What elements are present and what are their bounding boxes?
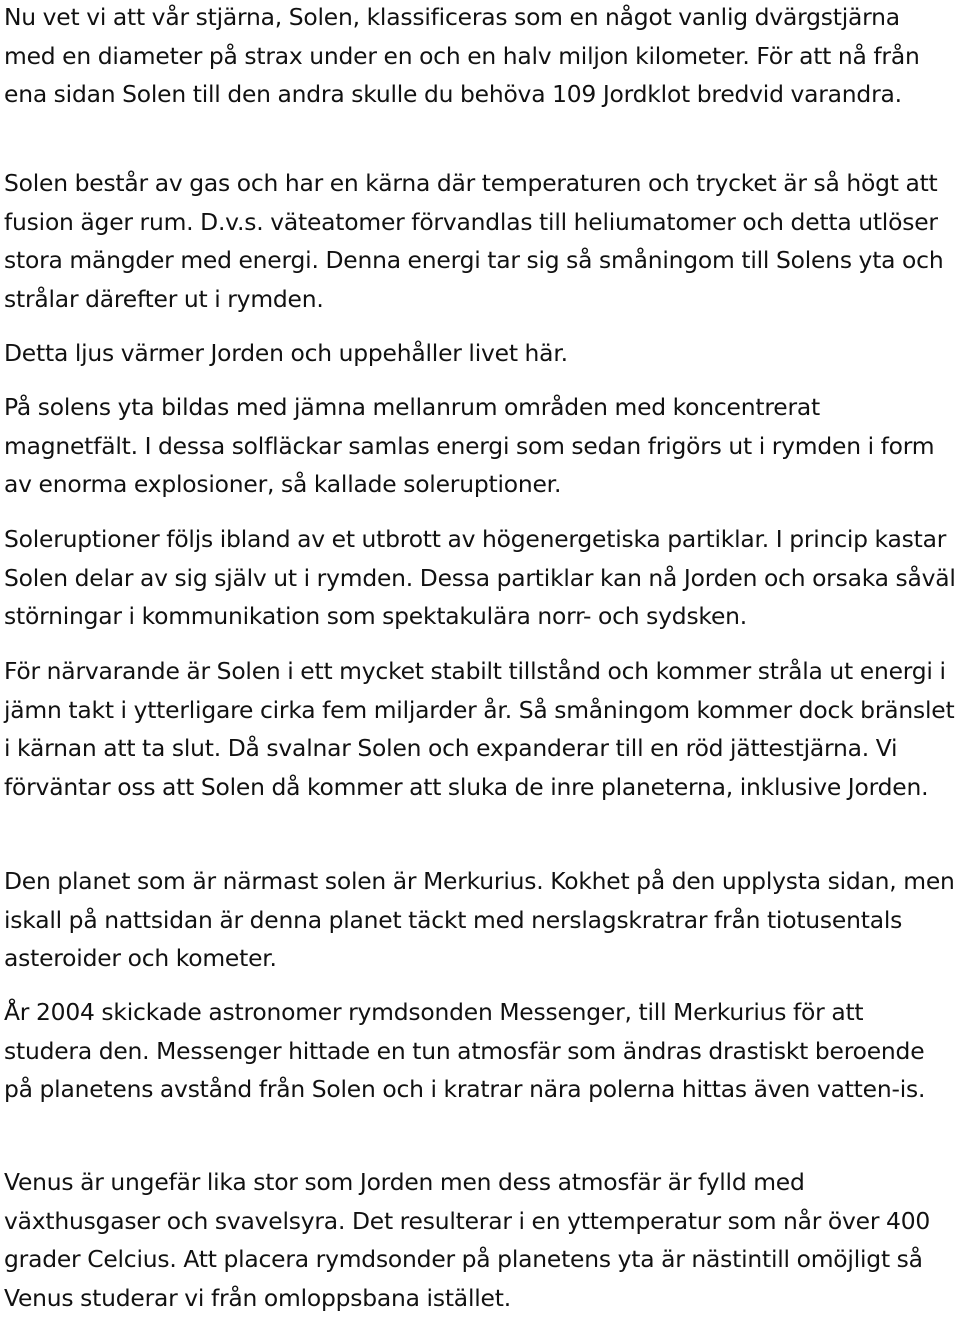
paragraph-messenger (4, 993, 956, 1109)
sentence: Vi förväntar oss att Solen då kommer att sluka de inre planeterna, inklusive Jorden. (4, 734, 929, 801)
sentence: Dessa partiklar kan nå Jorden och orsaka såväl störningar i kommunikation som spektakulära norr- och sydsken. (4, 563, 956, 631)
paragraph-solar-eruptions (4, 520, 956, 636)
sentence: Nu vet vi att vår stjärna, Solen, klassificeras som en något vanlig dvärgstjärna med en diameter på strax under en och en halv miljon kilometer. (4, 3, 900, 70)
sentence: Solen består av gas och har en kärna där temperaturen och trycket är så högt att fusion äger rum. D.v.s. väteatomer förvandlas till heliumatomer och detta utlöser stora mängder med energi. (4, 169, 938, 275)
sentence: Den planet som är närmast solen är Merkurius. (4, 867, 544, 895)
sentence: För att nå från ena sidan Solen till den andra skulle du behöva 109 Jordklot bredvid varandra. (4, 41, 920, 109)
paragraph-venus (4, 1163, 956, 1317)
sentence: Detta ljus värmer Jorden och uppehåller livet här. (4, 339, 568, 367)
paragraph-sun-future (4, 652, 956, 806)
paragraph-sunspots (4, 388, 956, 504)
sentence: Kokhet på den upplysta sidan, men iskall på nattsidan är denna planet täckt med nerslagskratrar från tiotusentals asteroider och kometer. (4, 867, 955, 973)
sentence: Messenger hittade en tun atmosfär som ändras drastiskt beroende på planetens avstånd från Solen och i kratrar nära polerna hittas även vatten-is. (4, 1036, 926, 1104)
sentence: Så småningom kommer dock bränslet i kärnan att ta slut. (4, 695, 955, 763)
sentence: Att placera rymdsonder på planetens yta är nästintill omöjligt så Venus studerar vi från omloppsbana istället. (4, 1245, 923, 1312)
paragraph-sun-light (4, 334, 956, 373)
sentence: Venus är ungefär lika stor som Jorden men dess atmosfär är fylld med växthusgaser och svavelsyra. (4, 1168, 805, 1235)
sentence: Denna energi tar sig så småningom till Solens yta och strålar därefter ut i rymden. (4, 246, 944, 313)
sentence: År 2004 skickade astronomer rymdsonden Messenger, till Merkurius för att studera den. (4, 998, 864, 1065)
sentence: För närvarande är Solen i ett mycket stabilt tillstånd och kommer stråla ut energi i jämn takt i ytterligare cirka fem miljarder år. (4, 657, 946, 724)
sentence: I princip kastar Solen delar av sig själv ut i rymden. (4, 525, 947, 592)
sentence: I dessa solfläckar samlas energi som sedan frigörs ut i rymden i form av enorma explosioner, så kallade soleruptioner. (4, 431, 935, 499)
paragraph-sun-fusion (4, 164, 956, 318)
sentence: Då svalnar Solen och expanderar till en röd jättestjärna. (227, 734, 870, 763)
sentence: På solens yta bildas med jämna mellanrum områden med koncentrerat magnetfält. (4, 393, 820, 460)
sentence: Det resulterar i en yttemperatur som når över 400 grader Celcius. (4, 1206, 931, 1274)
paragraph-mercury (4, 862, 956, 978)
paragraph-sun-classification (4, 0, 956, 114)
sentence: Soleruptioner följs ibland av et utbrott av högenergetiska partiklar. (4, 525, 770, 553)
